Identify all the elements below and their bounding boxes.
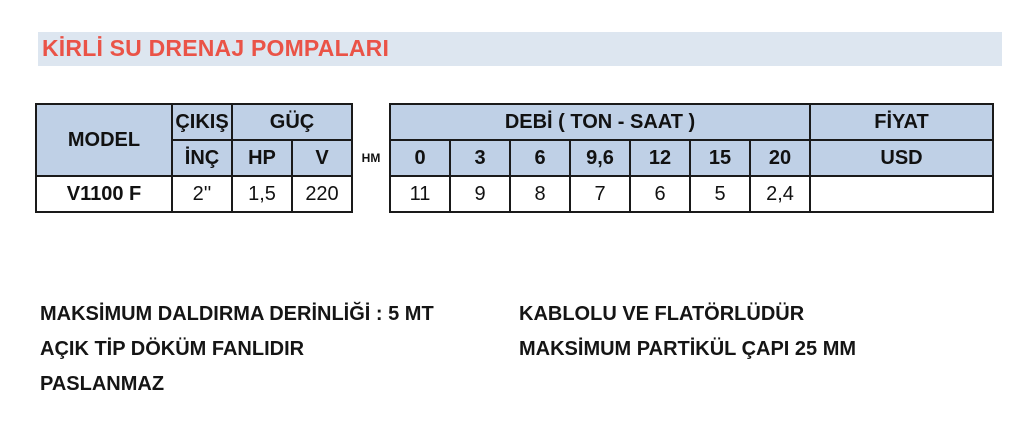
hp-cell: 1,5 [232,176,292,212]
hm-value-cell: 8 [510,176,570,212]
debi-value-header: 20 [750,140,810,176]
hm-value-cell: 6 [630,176,690,212]
debi-header: DEBİ ( TON - SAAT ) [390,104,810,140]
guc-header: GÜÇ [232,104,352,140]
table-row [36,176,993,212]
debi-value-header: 9,6 [570,140,630,176]
v-cell: 220 [292,176,352,212]
cikis-unit-header: İNÇ [172,140,232,176]
note-line: PASLANMAZ [40,373,165,395]
fiyat-cell [810,176,993,212]
notes-right [519,297,856,367]
hm-value-cell: 11 [390,176,450,212]
v-header: V [292,140,352,176]
hm-value-cell: 2,4 [750,176,810,212]
hm-header: HM [352,140,390,176]
hp-header: HP [232,140,292,176]
title-bar [38,32,1002,66]
debi-value-header: 15 [690,140,750,176]
hm-value-cell: 7 [570,176,630,212]
note-line: KABLOLU VE FLATÖRLÜDÜR [519,303,805,325]
cikis-cell: 2'' [172,176,232,212]
hm-value-cell: 9 [450,176,510,212]
debi-value-header: 6 [510,140,570,176]
page-title: KİRLİ SU DRENAJ POMPALARI [42,35,390,61]
hm-gap-cell [352,104,390,140]
debi-value-header: 3 [450,140,510,176]
fiyat-header: FİYAT [810,104,993,140]
debi-value-header: 12 [630,140,690,176]
note-line: MAKSİMUM DALDIRMA DERİNLİĞİ : 5 MT [40,303,434,325]
fiyat-unit-header: USD [810,140,993,176]
model-cell: V1100 F [36,176,172,212]
hm-value-cell: 5 [690,176,750,212]
pump-spec-table [35,103,994,213]
model-header: MODEL [36,104,172,176]
notes-left [40,297,434,402]
note-line: AÇIK TİP DÖKÜM FANLIDIR [40,338,305,360]
hm-cell [352,176,390,212]
note-line: MAKSİMUM PARTİKÜL ÇAPI 25 MM [519,338,857,360]
debi-value-header: 0 [390,140,450,176]
cikis-header: ÇIKIŞ [172,104,232,140]
